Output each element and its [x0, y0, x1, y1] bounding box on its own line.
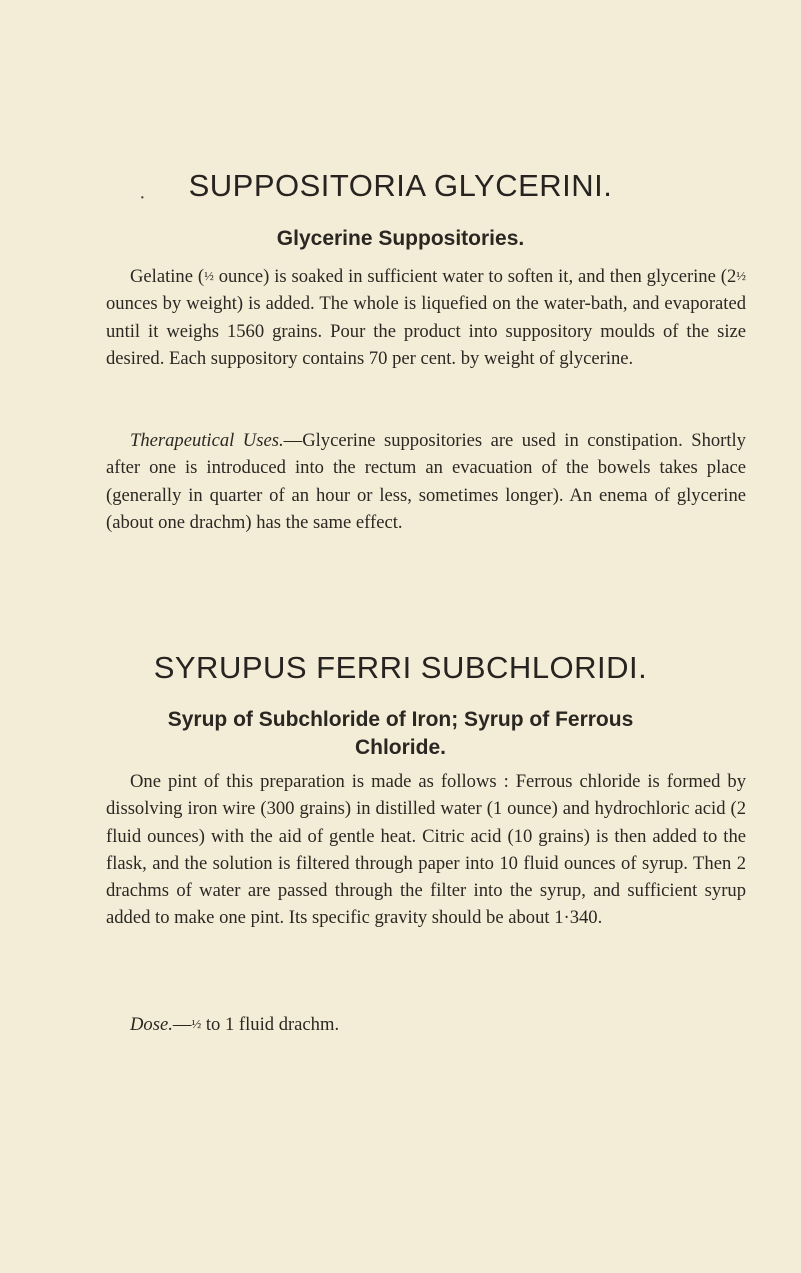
decorative-dot: · [139, 187, 146, 209]
section-subtitle-syrup-line1: Syrup of Subchloride of Iron; Syrup of Ferrous [167, 708, 634, 731]
section-subtitle-glycerine: Glycerine Suppositories. [276, 227, 525, 250]
text-part: to 1 fluid drachm. [201, 1014, 340, 1035]
text-part: ounce) is soaked in sufficient water to soften it, and then glycerine (2 [213, 266, 737, 287]
fraction: ½ [204, 268, 214, 283]
section-subtitle-syrup-line2: Chloride. [354, 736, 446, 759]
text-part: —Glycerine suppositories are used in constipation. Shortly after one is introduced into the rectum an evacuation of the bowels takes place (generally in quarter of an hour or less, sometimes longer). An enema of glycerine (about one drachm) has the same effect. [106, 430, 746, 533]
fraction: ½ [191, 1016, 202, 1031]
paragraph-dose [106, 1010, 746, 1038]
text-part: Gelatine ( [130, 266, 205, 287]
paragraph-therapeutical-uses [106, 427, 746, 536]
therapeutical-uses-label: Therapeutical Uses. [130, 430, 284, 451]
fraction: ½ [736, 268, 746, 283]
paragraph-preparation [106, 262, 746, 372]
dose-label: Dose. [130, 1014, 173, 1035]
section-title-suppositoria: SUPPOSITORIA GLYCERINI. [188, 168, 613, 203]
paragraph-syrup-preparation [106, 768, 746, 932]
dash: — [172, 1014, 192, 1035]
section-title-syrupus: SYRUPUS FERRI SUBCHLORIDI. [153, 650, 648, 685]
text-part: One pint of this preparation is made as follows : Ferrous chloride is formed by dissolving iron wire (300 grains) in distilled water (1 ounce) and hydrochloric acid (2 fluid ounces) with the aid of gentle heat. Citric acid (10 grains) is then added to the flask, and the solution is filtered through paper into 10 fluid ounces of syrup. Then 2 drachms of water are passed through the filter into the syrup, and sufficient syrup added to make one pint. Its specific gravity should be about 1·340. [106, 771, 746, 929]
text-part: ounces by weight) is added. The whole is liquefied on the water-bath, and evaporated until it weighs 1560 grains. Pour the product into suppository moulds of the size desired. Each suppository contains 70 per cent. by weight of glycerine. [106, 293, 746, 369]
